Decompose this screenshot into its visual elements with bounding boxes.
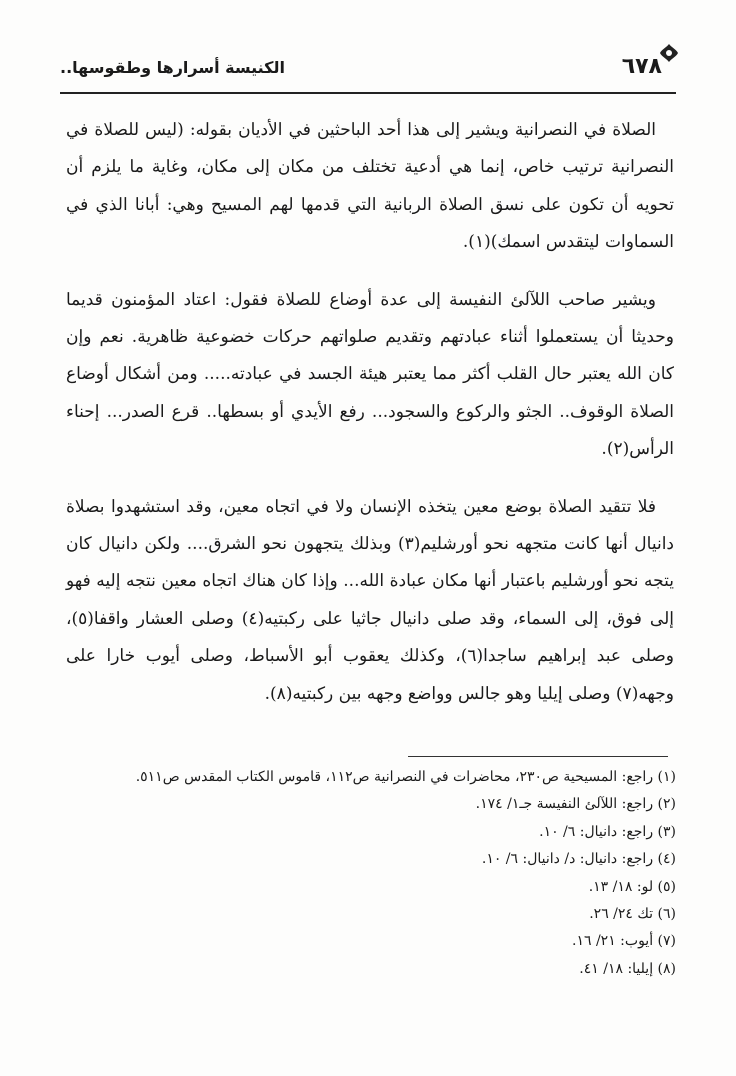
footnote: (١) راجع: المسيحية ص٢٣٠، محاضرات في النصرانية ص١١٢، قاموس الكتاب المقدس ص٥١١.: [135, 769, 676, 785]
footnote: (٥) لو: ١٨/ ١٣.: [588, 878, 676, 895]
ornament-icon: [658, 42, 680, 64]
footnote-divider: [408, 756, 668, 757]
footnote: (٧) أيوب: ٢١/ ١٦.: [572, 933, 676, 950]
footnote: (٤) راجع: دانيال: د/ دانيال: ٦/ ١٠.: [481, 851, 676, 868]
footnote: (٣) راجع: دانيال: ٦/ ١٠.: [539, 823, 676, 840]
page-header: [60, 52, 676, 94]
page-number: ٦٧٨: [621, 54, 662, 79]
footnote: (٢) راجع: اللآلئ النفيسة جـ١/ ١٧٤.: [475, 796, 676, 813]
paragraph: ويشير صاحب اللآلئ النفيسة إلى عدة أوضاع للصلاة فقول: اعتاد المؤمنون قديما وحديثا أن يستعملوا أثناء عبادتهم وتقديم صلواتهم حركات خضوعية ظاهرية. نعم وإن كان الله يعتبر حال القلب أكثر مما يعتبر هيئة الجسد في عبادته..... ومن أشكال أوضاع الصلاة الوقوف.. الجثو والركوع والسجود... رفع الأيدي أو بسطها.. قرع الصدر... إحناء الرأس(٢).: [66, 289, 674, 460]
footnote: (٦) تك ٢٤/ ٢٦.: [589, 906, 676, 923]
running-title: الكنيسة أسرارها وطقوسها..: [60, 58, 285, 77]
body-text: [66, 112, 674, 733]
paragraph: الصلاة في النصرانية ويشير إلى هذا أحد الباحثين في الأديان بقوله: (ليس للصلاة في النصرانية ترتيب خاص، إنما هي أدعية تختلف من مكان إلى مكان، وغاية ما يلزم أن تحويه أن تكون على نسق الصلاة الربانية التي قدمها لهم المسيح وهي: أبانا الذي في السماوات ليتقدس اسمك)(١).: [66, 120, 674, 253]
footnotes: [66, 764, 676, 983]
footnote: (٨) إيليا: ١٨/ ٤١.: [579, 960, 676, 977]
paragraph: فلا تتقيد الصلاة بوضع معين يتخذه الإنسان ولا في اتجاه معين، وقد استشهدوا بصلاة دانيال أنها كانت متجهه نحو أورشليم(٣) وبذلك يتجهون نحو الشرق.... ولكن دانيال كان يتجه نحو أورشليم باعتبار أنها مكان عبادة الله... وإذا كان هناك اتجاه معين نتجه إليه فهو إلى فوق، إلى السماء، وقد صلى دانيال جاثيا على ركبتيه(٤) وصلى العشار واقفا(٥)، وصلى عبد إبراهيم ساجدا(٦)، وكذلك يعقوب أبو الأسباط، وصلى أيوب خارا على وجهه(٧) وصلى إيليا وهو جالس وواضع وجهه بين ركبتيه(٨).: [66, 496, 674, 704]
